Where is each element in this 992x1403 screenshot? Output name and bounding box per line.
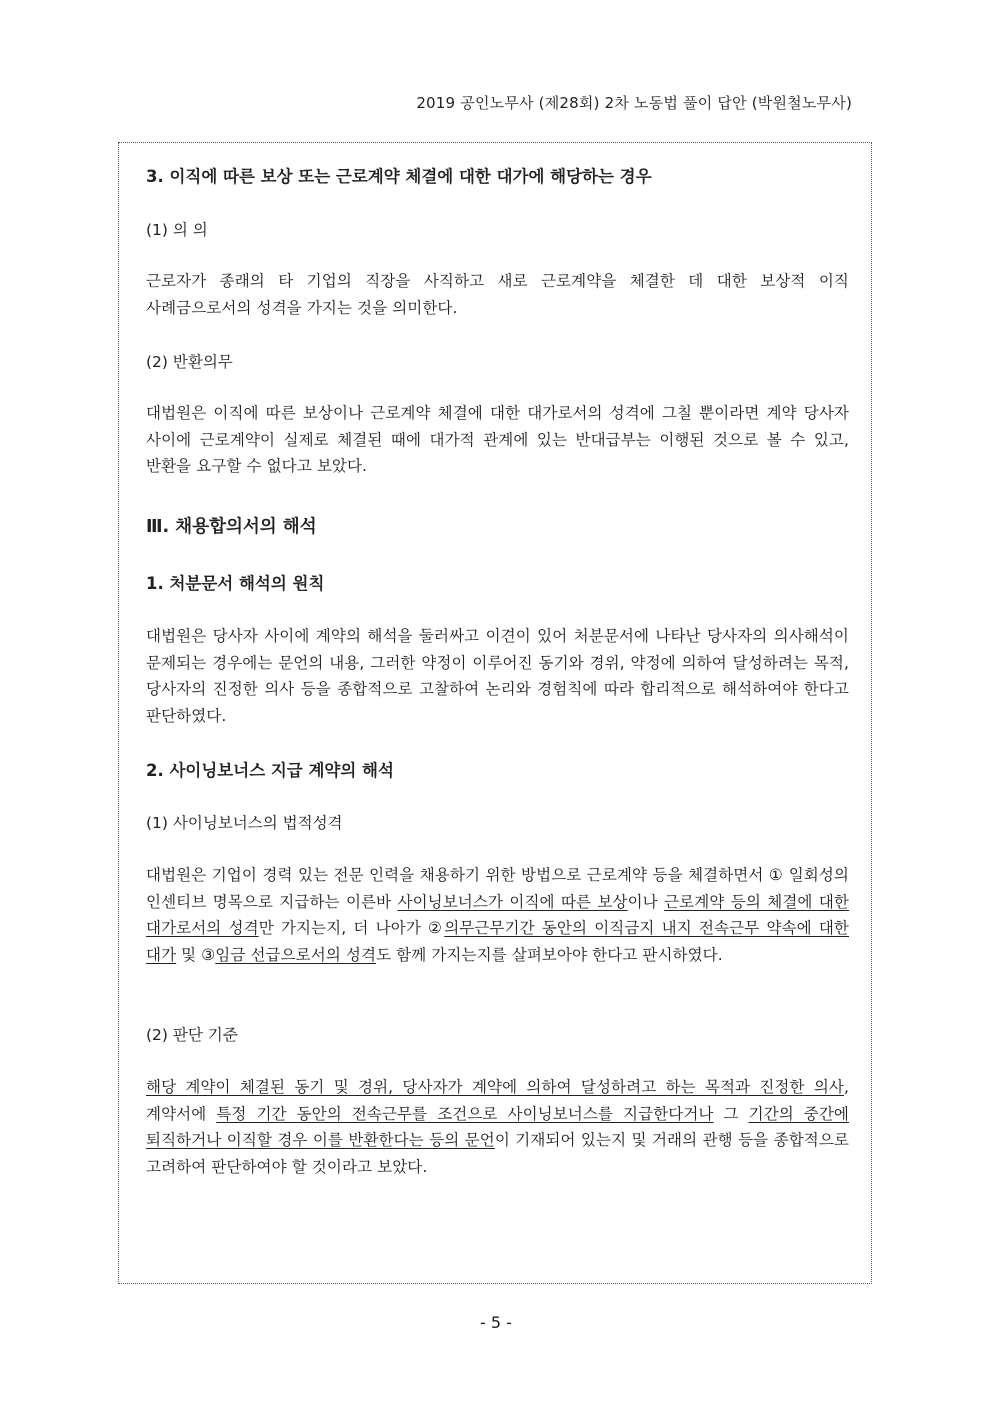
section-3-title: 3. 이직에 따른 보상 또는 근로계약 체결에 대한 대가에 해당하는 경우 — [146, 167, 652, 186]
underlined-text: 해당 계약이 체결된 동기 및 경위, 당사자가 계약에 의하여 달성하려고 하는 목적과 진정한 의사 — [146, 1078, 844, 1096]
underlined-text: 특정 기간 동안의 전속근무를 조건으로 사이닝보너스를 지급한다거나 — [216, 1104, 714, 1123]
section-3-2-title: (2) 반환의무 — [146, 353, 233, 371]
page-number: - 5 - — [480, 1313, 512, 1332]
body-text: 그 — [713, 1104, 749, 1123]
body-text: 이 기재되어 있는지 및 거래의 관행 등을 종합적으로 고려하여 판단하여야 할 것이라고 보았다. — [146, 1131, 849, 1176]
body-text: 도 함께 가지는지를 살펴보아야 한다고 판시하였다. — [376, 945, 723, 964]
section-3-1-title: (1) 의 의 — [146, 221, 208, 239]
part-3-2-1-title: (1) 사이닝보너스의 법적성격 — [146, 814, 343, 832]
part-3-2-title: 2. 사이닝보너스 지급 계약의 해석 — [146, 761, 394, 780]
body-text: 만 가지는지, 더 나아가 ② — [258, 919, 445, 937]
part-3-2-2-body — [146, 1074, 849, 1180]
body-text: 대법원은 기업이 경력 있는 전문 인력을 채용하기 위한 방법으로 근로계약 등을 체결하면서 ① 일회성의 인센티브 명목으로 지급하는 이른바 — [146, 866, 849, 911]
underlined-text: 임금 선급으로서의 성격 — [215, 945, 377, 964]
part-3-2-2-title: (2) 판단 기준 — [146, 1026, 238, 1044]
content-box — [118, 142, 872, 1284]
underlined-text: 기간의 중간에 퇴직하거나 이직할 경우 이를 반환한다는 등의 문언 — [146, 1104, 850, 1149]
part-3-2-1-body — [146, 862, 849, 968]
part-3-1-title: 1. 처분문서 해석의 원칙 — [146, 574, 325, 593]
underlined-text: 의무근무기간 동안의 이직금지 내지 전속근무 약속에 대한 대가 — [146, 919, 849, 964]
body-text: , 계약서에 — [146, 1078, 849, 1123]
part-3-1-body: 대법원은 당사자 사이에 계약의 해석을 둘러싸고 이견이 있어 처분문서에 나타난 당사자의 의사해석이 문제되는 경우에는 문언의 내용, 그러한 약정이 이루어진 동기와 경위, 약정에 의하여 달성하려는 목적, 당사자의 진정한 의사 등을 종합적으로 고찰하여 논리와 경험칙에 따라 합리적으로 해석하여야 한다고 판단하였다. — [146, 627, 849, 725]
body-text: 이나 — [627, 892, 665, 911]
section-3-2-body: 대법원은 이직에 따른 보상이나 근로계약 체결에 대한 대가로서의 성격에 그칠 뿐이라면 계약 당사자 사이에 근로계약이 실제로 체결된 때에 대가적 관계에 있는 반대급부는 이행된 것으로 볼 수 있고, 반환을 요구할 수 없다고 보았다. — [146, 404, 849, 475]
underlined-text: 근로계약 등의 체결에 대한 대가로서의 성격 — [146, 892, 849, 937]
section-3-1-body: 근로자가 종래의 타 기업의 직장을 사직하고 새로 근로계약을 체결한 데 대한 보상적 이직 사례금으로서의 성격을 가지는 것을 의미한다. — [146, 272, 849, 317]
running-header: 2019 공인노무사 (제28회) 2차 노동법 풀이 답안 (박원철노무사) — [416, 94, 852, 112]
body-text: 및 ③ — [176, 945, 216, 964]
part-3-title: Ⅲ. 채용합의서의 해석 — [146, 517, 317, 537]
underlined-text: 사이닝보너스가 이직에 따른 보상 — [397, 892, 628, 911]
